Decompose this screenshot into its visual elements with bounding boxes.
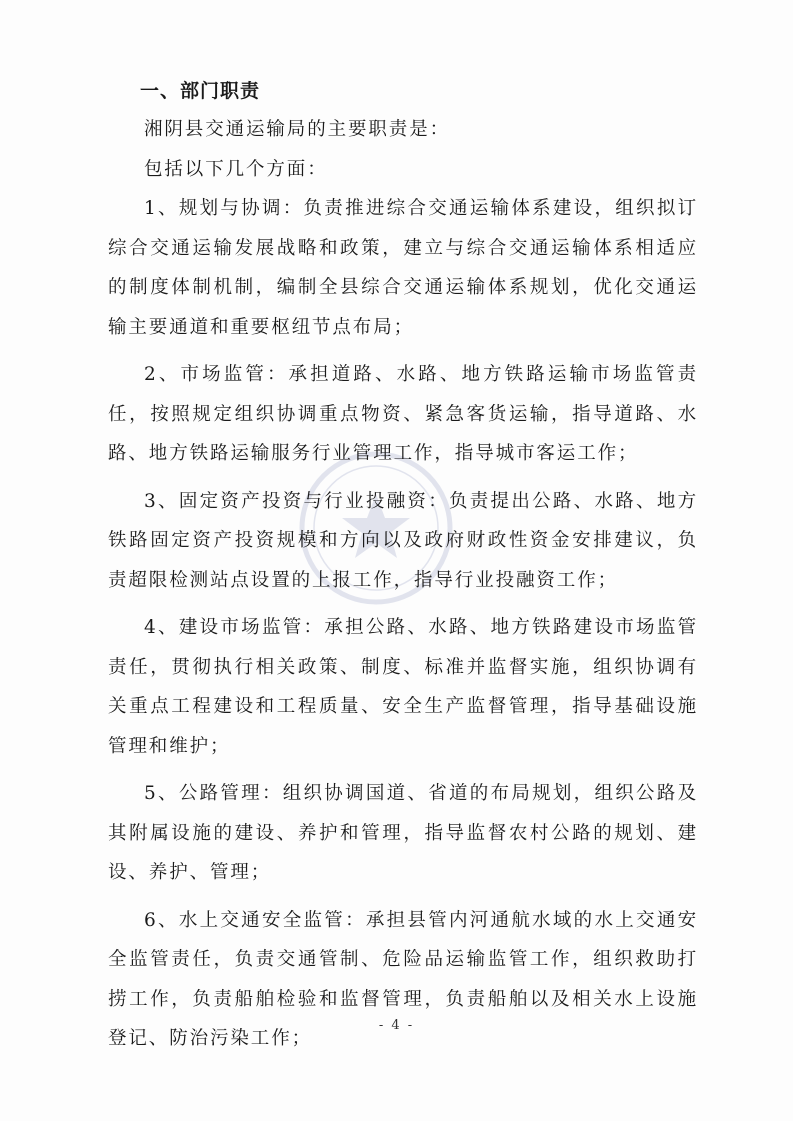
document-body [108, 72, 698, 1059]
duty-item-highway-management: 5、公路管理：组织协调国道、省道的布局规划，组织公路及其附属设施的建设、养护和管理，指导监督农村公路的规划、建设、养护、管理； [108, 783, 698, 883]
section-heading: 一、部门职责 [140, 80, 261, 102]
duty-item-market-supervision: 2、市场监管：承担道路、水路、地方铁路运输市场监管责任，按照规定组织协调重点物资、紧急客货运输，指导道路、水路、地方铁路运输服务行业管理工作，指导城市客运工作； [108, 364, 698, 464]
page-number: - 4 - [378, 1018, 415, 1033]
duty-item-planning: 1、规划与协调：负责推进综合交通运输体系建设，组织拟订综合交通运输发展战略和政策，建立与综合交通运输体系相适应的制度体制机制，编制全县综合交通运输体系规划，优化交通运输主要通道和重要枢纽节点布局； [108, 198, 698, 338]
intro-line: 湘阴县交通运输局的主要职责是： [144, 119, 451, 140]
duty-item-investment: 3、固定资产投资与行业投融资：负责提出公路、水路、地方铁路固定资产投资规模和方向以及政府财政性资金安排建议，负责超限检测站点设置的上报工作，指导行业投融资工作； [108, 490, 698, 591]
duty-item-water-safety: 6、水上交通安全监管：承担县管内河通航水域的水上交通安全监管责任，负责交通管制、危险品运输监管工作，组织救助打捞工作，负责船舶检验和监督管理，负责船舶以及相关水上设施登记、防治污染工作； [108, 909, 698, 1049]
intro-line: 包括以下几个方面： [144, 158, 328, 180]
duty-item-construction-market: 4、建设市场监管：承担公路、水路、地方铁路建设市场监管责任，贯彻执行相关政策、制度、标准并监督实施，组织协调有关重点工程建设和工程质量、安全生产监督管理，指导基础设施管理和维护； [108, 617, 698, 757]
